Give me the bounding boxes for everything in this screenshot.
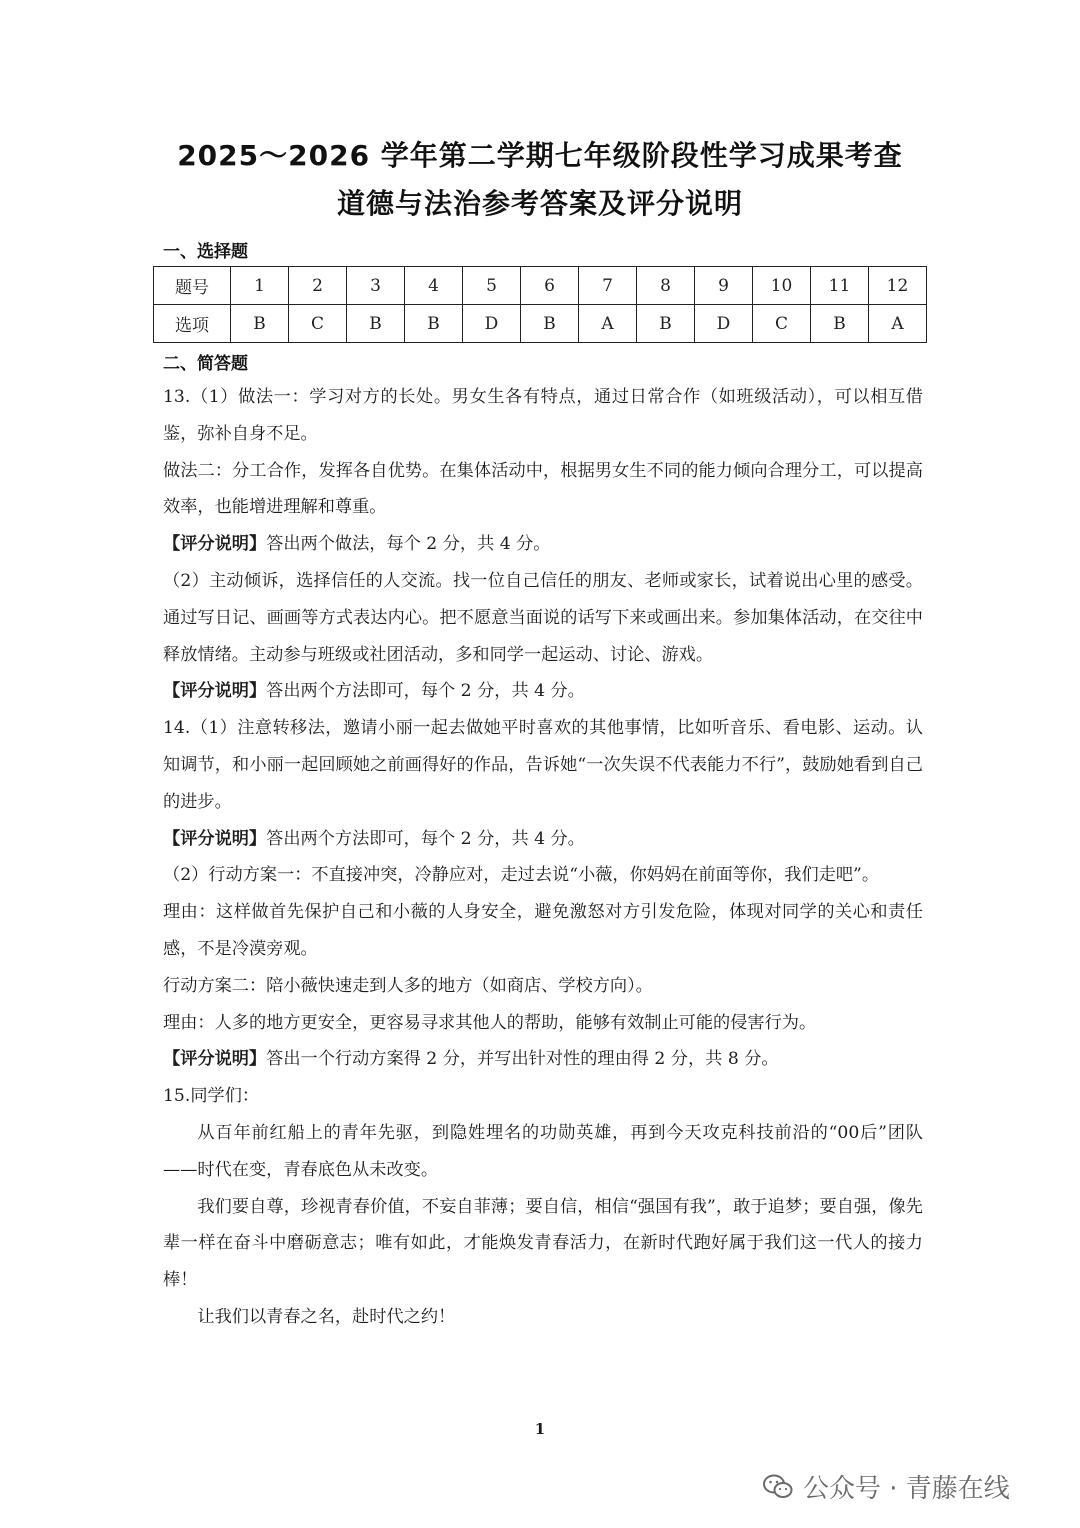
answer-table-number-cell: 10 bbox=[753, 267, 811, 305]
answer-paragraph bbox=[163, 710, 923, 820]
page-number: 1 bbox=[534, 1420, 546, 1438]
paragraph-text: 理由：人多的地方更安全，更容易寻求其他人的帮助，能够有效制止可能的侵害行为。 bbox=[163, 1012, 817, 1033]
paragraph-text: 15.同学们： bbox=[163, 1086, 260, 1107]
watermark bbox=[763, 1468, 1010, 1505]
scoring-note bbox=[163, 526, 923, 563]
document-subtitle: 道德与法治参考答案及评分说明 bbox=[336, 187, 743, 220]
answer-table-choice-cell: B bbox=[811, 305, 869, 343]
answer-paragraph bbox=[163, 894, 923, 968]
answer-table-number-cell: 12 bbox=[869, 267, 927, 305]
answer-table-number-cell: 11 bbox=[811, 267, 869, 305]
paragraph-text: 答出两个做法，每个 2 分，共 4 分。 bbox=[266, 534, 551, 555]
paragraph-text: 答出两个方法即可，每个 2 分，共 4 分。 bbox=[266, 681, 585, 702]
answer-table-number-cell: 5 bbox=[463, 267, 521, 305]
paragraph-text: 答出一个行动方案得 2 分，并写出针对性的理由得 2 分，共 8 分。 bbox=[266, 1049, 779, 1070]
scoring-note bbox=[163, 1041, 923, 1078]
answer-paragraph bbox=[163, 1005, 923, 1042]
document-title: 2025～2026 学年第二学期七年级阶段性学习成果考查 bbox=[177, 139, 903, 172]
paragraph-text: （2）行动方案一：不直接冲突，冷静应对，走过去说“小薇，你妈妈在前面等你，我们走吧”。 bbox=[163, 865, 880, 886]
section-heading-choice: 一、选择题 bbox=[163, 242, 248, 262]
paragraph-text: 做法二：分工合作，发挥各自优势。在集体活动中，根据男女生不同的能力倾向合理分工，可以提高效率，也能增进理解和尊重。 bbox=[163, 460, 923, 518]
paragraph-text: 答出两个方法即可，每个 2 分，共 4 分。 bbox=[266, 828, 585, 849]
answer-paragraph bbox=[163, 563, 923, 673]
answer-table bbox=[153, 266, 927, 343]
answer-paragraph bbox=[163, 1299, 923, 1336]
answer-table-choice-cell: B bbox=[637, 305, 695, 343]
paragraph-text: 13.（1）做法一：学习对方的长处。男女生各有特点，通过日常合作（如班级活动），可以相互借鉴，弥补自身不足。 bbox=[163, 387, 923, 444]
answer-table-number-row bbox=[154, 267, 927, 305]
scoring-note-label: 【评分说明】 bbox=[163, 1049, 267, 1070]
answer-paragraph bbox=[163, 379, 923, 453]
watermark-text: 公众号 · 青藤在线 bbox=[803, 1474, 1010, 1504]
scoring-note bbox=[163, 673, 923, 710]
answer-table-number-cell: 9 bbox=[695, 267, 753, 305]
answer-table-number-cell: 8 bbox=[637, 267, 695, 305]
scoring-note-label: 【评分说明】 bbox=[163, 828, 267, 849]
answer-table-header-number: 题号 bbox=[154, 267, 231, 305]
answer-paragraph bbox=[163, 968, 923, 1005]
answer-paragraph bbox=[163, 1078, 923, 1115]
answer-paragraph bbox=[163, 857, 923, 894]
paragraph-text: 理由：这样做首先保护自己和小薇的人身安全，避免激怒对方引发危险，体现对同学的关心和责任感，不是冷漠旁观。 bbox=[163, 902, 923, 959]
answer-table-header-choice: 选项 bbox=[154, 305, 231, 343]
wechat-icon bbox=[763, 1474, 793, 1500]
answer-table-choice-cell: D bbox=[463, 305, 521, 343]
answer-table-number-cell: 6 bbox=[521, 267, 579, 305]
section-heading-short-answer: 二、简答题 bbox=[163, 354, 248, 374]
paragraph-text: 让我们以青春之名，赴时代之约！ bbox=[197, 1306, 456, 1327]
answer-table-choice-cell: C bbox=[289, 305, 347, 343]
answer-table-choice-cell: A bbox=[579, 305, 637, 343]
answer-paragraph bbox=[163, 453, 923, 527]
answer-body bbox=[163, 379, 923, 1336]
answer-table-choice-cell: B bbox=[405, 305, 463, 343]
answer-table-choice-cell: B bbox=[521, 305, 579, 343]
answer-paragraph bbox=[163, 1189, 923, 1299]
answer-table-choice-cell: B bbox=[231, 305, 289, 343]
paragraph-text: 我们要自尊，珍视青春价值，不妄自菲薄；要自信，相信“强国有我”，敢于追梦；要自强，像先辈一样在奋斗中磨砺意志；唯有如此，才能焕发青春活力，在新时代跑好属于我们这一代人的接力棒！ bbox=[163, 1196, 923, 1291]
scoring-note-label: 【评分说明】 bbox=[163, 681, 267, 702]
answer-table-number-cell: 3 bbox=[347, 267, 405, 305]
paragraph-text: 从百年前红船上的青年先驱，到隐姓埋名的功勋英雄，再到今天攻克科技前沿的“00后”团队——时代在变，青春底色从未改变。 bbox=[163, 1122, 923, 1180]
answer-table-number-cell: 1 bbox=[231, 267, 289, 305]
answer-table-choice-cell: A bbox=[869, 305, 927, 343]
answer-table-choice-cell: B bbox=[347, 305, 405, 343]
paragraph-text: 行动方案二：陪小薇快速走到人多的地方（如商店、学校方向）。 bbox=[163, 975, 653, 996]
answer-table-number-cell: 7 bbox=[579, 267, 637, 305]
answer-table-choice-row bbox=[154, 305, 927, 343]
paragraph-text: 14.（1）注意转移法，邀请小丽一起去做她平时喜欢的其他事情，比如听音乐、看电影、运动。认知调节，和小丽一起回顾她之前画得好的作品，告诉她“一次失误不代表能力不行”，鼓励她看到自己的进步。 bbox=[163, 718, 923, 812]
answer-table-number-cell: 4 bbox=[405, 267, 463, 305]
scoring-note bbox=[163, 821, 923, 858]
answer-table-choice-cell: C bbox=[753, 305, 811, 343]
scoring-note-label: 【评分说明】 bbox=[163, 534, 267, 555]
paragraph-text: （2）主动倾诉，选择信任的人交流。找一位自己信任的朋友、老师或家长，试着说出心里的感受。通过写日记、画画等方式表达内心。把不愿意当面说的话写下来或画出来。参加集体活动，在交往中释放情绪。主动参与班级或社团活动，多和同学一起运动、讨论、游戏。 bbox=[163, 570, 923, 665]
answer-table-choice-cell: D bbox=[695, 305, 753, 343]
answer-paragraph bbox=[163, 1115, 923, 1189]
answer-table-number-cell: 2 bbox=[289, 267, 347, 305]
